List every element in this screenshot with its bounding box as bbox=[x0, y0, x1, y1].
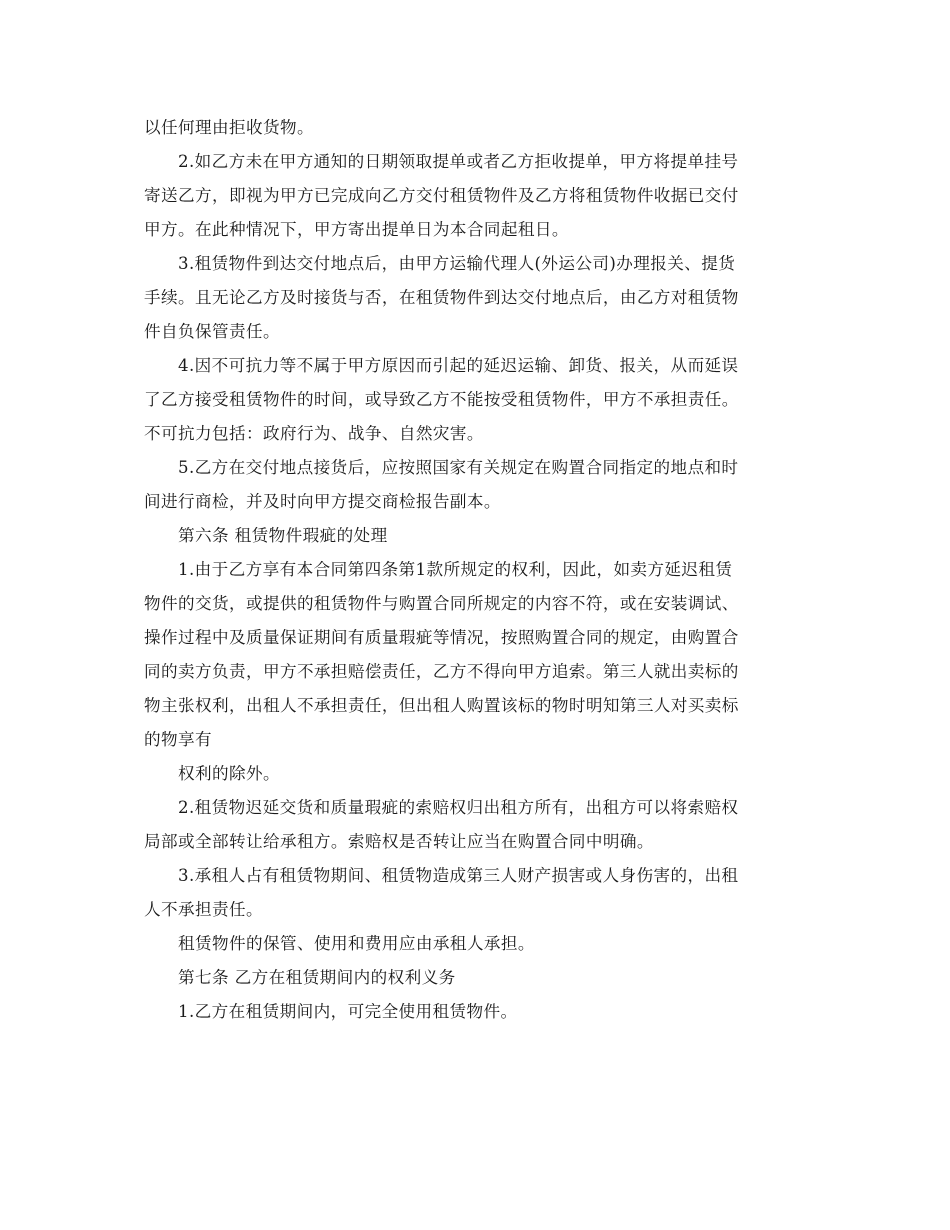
text-line: 甲方。在此种情况下，甲方寄出提单日为本合同起租日。 bbox=[144, 220, 569, 239]
section-heading: 第七条 乙方在租赁期间内的权利义务 bbox=[178, 968, 456, 987]
text-line: 3.租赁物件到达交付地点后，由甲方运输代理人(外运公司)办理报关、提货 bbox=[178, 254, 736, 273]
text-line: 局部或全部转让给承租方。索赔权是否转让应当在购置合同中明确。 bbox=[144, 832, 654, 851]
text-line: 物件的交货，或提供的租赁物件与购置合同所规定的内容不符，或在安装调试、 bbox=[144, 594, 739, 613]
text-line: 3.承租人占有租赁物期间、租赁物造成第三人财产损害或人身伤害的，出租 bbox=[178, 866, 739, 885]
text-line: 人不承担责任。 bbox=[144, 900, 263, 919]
text-line: 5.乙方在交付地点接货后，应按照国家有关规定在购置合同指定的地点和时 bbox=[178, 458, 739, 477]
text-line: 同的卖方负责，甲方不承担赔偿责任，乙方不得向甲方追索。第三人就出卖标的 bbox=[144, 662, 739, 681]
text-line: 的物享有 bbox=[144, 730, 212, 749]
text-line: 2.租赁物迟延交货和质量瑕疵的索赔权归出租方所有，出租方可以将索赔权 bbox=[178, 798, 739, 817]
text-line: 2.如乙方未在甲方通知的日期领取提单或者乙方拒收提单，甲方将提单挂号 bbox=[178, 152, 739, 171]
text-line: 件自负保管责任。 bbox=[144, 322, 280, 341]
text-line: 操作过程中及质量保证期间有质量瑕疵等情况，按照购置合同的规定，由购置合 bbox=[144, 628, 739, 647]
text-line: 不可抗力包括：政府行为、战争、自然灾害。 bbox=[144, 424, 484, 443]
text-line: 1.由于乙方享有本合同第四条第1款所规定的权利，因此，如卖方延迟租赁 bbox=[178, 560, 733, 579]
text-line: 以任何理由拒收货物。 bbox=[144, 118, 314, 137]
text-line: 4.因不可抗力等不属于甲方原因而引起的延迟运输、卸货、报关，从而延误 bbox=[178, 356, 739, 375]
text-line: 1.乙方在租赁期间内，可完全使用租赁物件。 bbox=[178, 1002, 518, 1021]
text-line: 权利的除外。 bbox=[178, 764, 280, 783]
text-line: 了乙方接受租赁物件的时间，或导致乙方不能按受租赁物件，甲方不承担责任。 bbox=[144, 390, 739, 409]
text-line: 寄送乙方，即视为甲方已完成向乙方交付租赁物件及乙方将租赁物件收据已交付 bbox=[144, 186, 739, 205]
text-line: 租赁物件的保管、使用和费用应由承租人承担。 bbox=[178, 934, 535, 953]
section-heading: 第六条 租赁物件瑕疵的处理 bbox=[178, 526, 388, 545]
text-line: 物主张权利，出租人不承担责任，但出租人购置该标的物时明知第三人对买卖标 bbox=[144, 696, 739, 715]
text-line: 间进行商检，并及时向甲方提交商检报告副本。 bbox=[144, 492, 501, 511]
text-line: 手续。且无论乙方及时接货与否，在租赁物件到达交付地点后，由乙方对租赁物 bbox=[144, 288, 739, 307]
